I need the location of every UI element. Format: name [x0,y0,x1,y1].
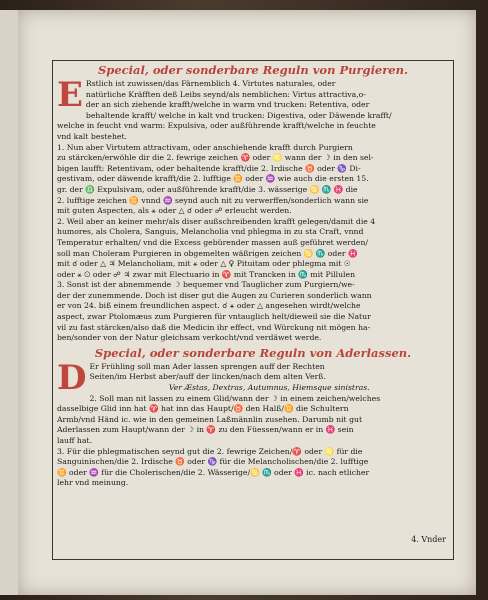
heading-aderlassen: Special, oder sonderbare Reguln von Aderlassen. [94,345,412,360]
text-line: Er Frühling soll man Ader lassen sprengen auff der Rechten [89,361,325,371]
text-line: er von 24. biß einem freundlichen aspect. ☌ ⚹ oder △ angesehen wirdt/welche [57,301,361,311]
decorated-initial: E [57,75,83,115]
text-line: 2. lufftige zeichen ♊ vnnd ♒ seynd auch nit zu verwerffen/sonderlich wann sie [57,195,369,205]
text-line: 2. Soll man nit lassen zu einem Glid/wann der ☽ in einem zeichen/welches [89,393,381,403]
text-line: lauff hat. [57,436,92,445]
book-page [18,10,476,595]
text-line: 2. Weil aber an keiner mehr/als diser außschreibenden krafft gelegen/damit die 4 [57,216,376,226]
text-line: mit guten Aspecten, als ⚹ oder △ ☌ oder ☍ erleucht werden. [57,206,292,216]
text-line: lehr vnd meinung. [57,478,129,488]
text-line: 3. Sonst ist der abnemmende ☽ bequemer vnd Tauglicher zum Purgiern/we- [57,280,355,290]
text-line: zu stärcken/erwöhle dir die 2. fewrige zeichen ♈ oder ♌ wann der ☽ in den sel- [57,153,374,163]
facing-page-edge [0,10,19,595]
text-line: der an sich ziehende krafft/welche in warm vnd trucken: Retentiva, oder [85,100,370,110]
text-line: welche in feucht vnd warm: Expulsiva, oder außführende krafft/welche in feuchte [57,121,376,131]
text-line: Seiten/im Herbst aber/auff der lincken/nach dem alten Verß. [89,372,326,382]
catchword: 4. Vnder [411,535,446,544]
decorated-initial: D [57,357,87,398]
text-line: Rstlich ist zuwissen/das Färnemblich 4. Virtutes naturales, oder [85,79,336,88]
text-line: mit ☌ oder △ ♃ Melancholiam, mit ⚹ oder △ ♀ Pituitam oder phlegma mit ☉ [57,259,351,269]
text-line: Temperatur erhalten/ vnd die Excess gebürender massen auß geführet werden/ [57,237,368,247]
text-line: bigen laufft: Retentivam, oder behaltende krafft/die 2. Irdische ♉ oder ♑ Di- [57,163,361,173]
text-line: vnd kalt bestehet. [57,131,127,141]
text-line: oder ⚹ ☉ oder ☍ ♃ zwar mit Electuario in ♈ mit Trancken in ♏ mit Pillulen [57,269,356,279]
text-line: dasselbige Glid inn hat ♈ hat inn das Haupt/♉ den Halß/♊ die Schultern [57,404,349,414]
text-line: soll man Choleram Purgieren in obgemelten wäßrigen zeichen ♋ ♏ oder ♓ [57,248,358,258]
text-line: behaltende krafft/ welche in kalt vnd trucken: Digestiva, oder Däwende krafft/ [85,110,392,120]
text-line: 3. Für die phlegmatischen seynd gut die 2. fewrige Zeichen/♈ oder ♌ für die [57,446,363,456]
text-line: Sanguinischen/die 2. Irdische ♉ oder ♑ für die Melancholischen/die 2. lufftige [57,457,369,467]
text-line: vil zu fast stärcken/also daß die Medicin ihr effect, vnd Würckung nit mögen ha- [57,322,371,332]
text-line: natürliche Kräfften deß Leibs seynd/als nemblichen: Virtus attractiva,o- [85,89,366,99]
text-line: 1. Nun aber Virtutem attractivam, oder anschiehende krafft durch Purgiern [57,142,353,152]
text-line: gestivam, oder däwende krafft/die 2. lufftige ♊ oder ♒ wie auch die ersten 15. [57,174,369,184]
text-line: Aderlassen zum Haupt/wann der ☽ in ♈ zu den Füessen/wann er in ♓ sein [57,425,354,435]
text-line: ben/sonder von der Natur gleichsam verkocht/vnd verdäwet werde. [57,333,322,343]
text-line: humores, als Cholera, Sanguis, Melancholia vnd phlegma in zu sta Craft, vnnd [57,227,364,237]
text-line: der der zunemmende. Doch ist diser gut die Augen zu Curieren sonderlich wann [57,290,372,300]
section-aderlassen [57,357,449,489]
text-line: ♊ oder ♒ für die Cholerischen/die 2. Wässerige/♋ ♏ oder ♓ ic. nach etlicher [57,467,370,477]
latin-verse: Ver Æstas, Dextras, Autumnus, Hiemsque sinistras. [168,383,370,393]
section-purgieren [57,75,449,344]
text-line: gr. der ♎ Expulsivam, oder außführende krafft/die 3. wässerige ♋ ♏ ♓ die [57,184,358,194]
text-block [52,60,454,560]
text-line: aspect, zwar Ptolomæus zum Purgieren für vntauglich helt/dieweil sie die Natur [57,312,371,322]
heading-purgieren: Special, oder sonderbare Reguln von Purgieren. [97,63,408,77]
text-line: Armb/vnd Händ ic. wie in den gemeinen Laßmännlin zusehen. Darumb nit gut [57,414,363,424]
